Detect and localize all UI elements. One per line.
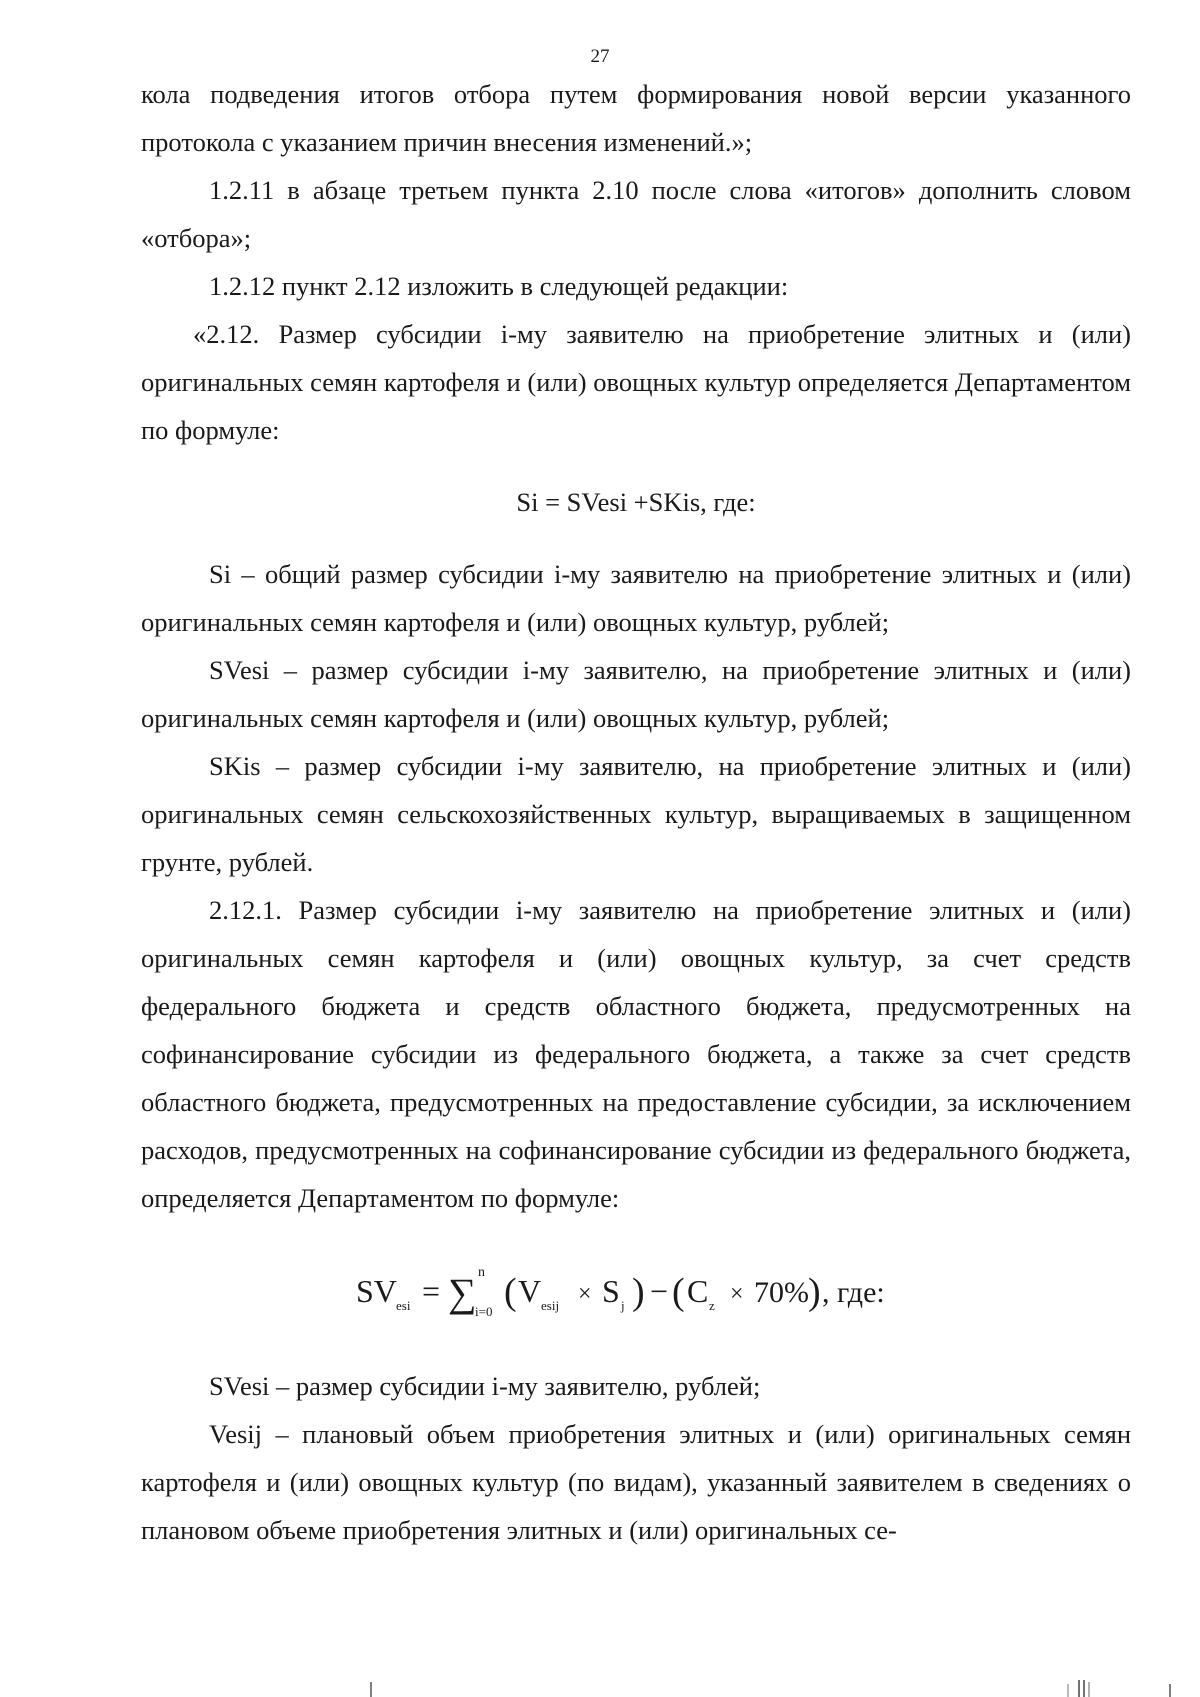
paragraph: Si – общий размер субсидии i-му заявителю на приобретение элитных и (или) оригинальных семян картофеля и (или) овощных культур, рублей;: [141, 559, 1131, 637]
formula-svesi: [141, 1260, 1131, 1324]
formula-total-subsidy: Si = SVesi +SKis, где:: [516, 487, 756, 517]
formula-close-paren: ): [632, 1271, 645, 1313]
formula-sub-j: j: [621, 1298, 625, 1313]
formula-term-c: C: [687, 1273, 709, 1309]
paragraph: 1.2.12 пункт 2.12 изложить в следующей редакции:: [209, 271, 789, 301]
formula-minus: −: [650, 1273, 669, 1309]
formula-equals: =: [422, 1273, 441, 1309]
paragraph: SKis – размер субсидии i-му заявителю, на приобретение элитных и (или) оригинальных семян сельскохозяйственных культур, выращиваемых в защищенном грунте, рублей.: [141, 751, 1131, 877]
formula-sub-esij: esij: [541, 1298, 560, 1313]
paragraph: кола подведения итогов отбора путем формирования новой версии указанного протокола с указанием причин внесения изменений.»;: [141, 79, 1131, 157]
formula-times-2: ×: [730, 1281, 744, 1307]
formula-sum-upper: n: [478, 1265, 485, 1280]
formula-term-s: S: [602, 1273, 620, 1309]
formula-svesi-graphic: [356, 1260, 916, 1324]
formula-open-paren-2: (: [672, 1271, 685, 1313]
formula-sub-z: z: [709, 1298, 715, 1313]
formula-percent: 70%: [754, 1276, 809, 1309]
formula-term-sv: SV: [356, 1273, 397, 1309]
formula-tail: , где:: [822, 1276, 885, 1309]
paragraph: 1.2.11 в абзаце третьем пункта 2.10 после слова «итогов» дополнить словом «отбора»;: [141, 175, 1131, 253]
formula-sub-esi: esi: [396, 1298, 411, 1313]
paragraph: «2.12. Размер субсидии i-му заявителю на приобретение элитных и (или) оригинальных семян картофеля и (или) овощных культур определяется Департаментом по формуле:: [141, 319, 1131, 445]
formula-sum-sign: ∑: [448, 1270, 477, 1315]
scan-edge-marks: [0, 1680, 1200, 1697]
page-number: 27: [590, 46, 610, 67]
formula-sum-lower: i=0: [475, 1304, 493, 1319]
formula-open-paren: (: [504, 1271, 517, 1313]
paragraph: SVesi – размер субсидии i-му заявителю, на приобретение элитных и (или) оригинальных семян картофеля и (или) овощных культур, рублей;: [141, 655, 1131, 733]
document-body: [141, 70, 1131, 1554]
paragraph: Vesij – плановый объем приобретения элитных и (или) оригинальных семян картофеля и (или) овощных культур (по видам), указанный заявителем в сведениях о плановом объеме приобретения элитных и (или) оригинальных се-: [141, 1419, 1131, 1545]
paragraph: 2.12.1. Размер субсидии i-му заявителю на приобретение элитных и (или) оригинальных семян картофеля и (или) овощных культур, за счет средств федерального бюджета и средств областного бюджета, предусмотренных на софинансирование субсидии из федерального бюджета, а также за счет средств областного бюджета, предусмотренных на предоставление субсидии, за исключением расходов, предусмотренных на софинансирование субсидии из федерального бюджета, определяется Департаментом по формуле:: [141, 895, 1131, 1213]
formula-times: ×: [578, 1281, 592, 1307]
formula-close-paren-2: ): [808, 1271, 821, 1313]
formula-term-v: V: [518, 1273, 542, 1309]
paragraph: SVesi – размер субсидии i-му заявителю, рублей;: [209, 1371, 761, 1401]
